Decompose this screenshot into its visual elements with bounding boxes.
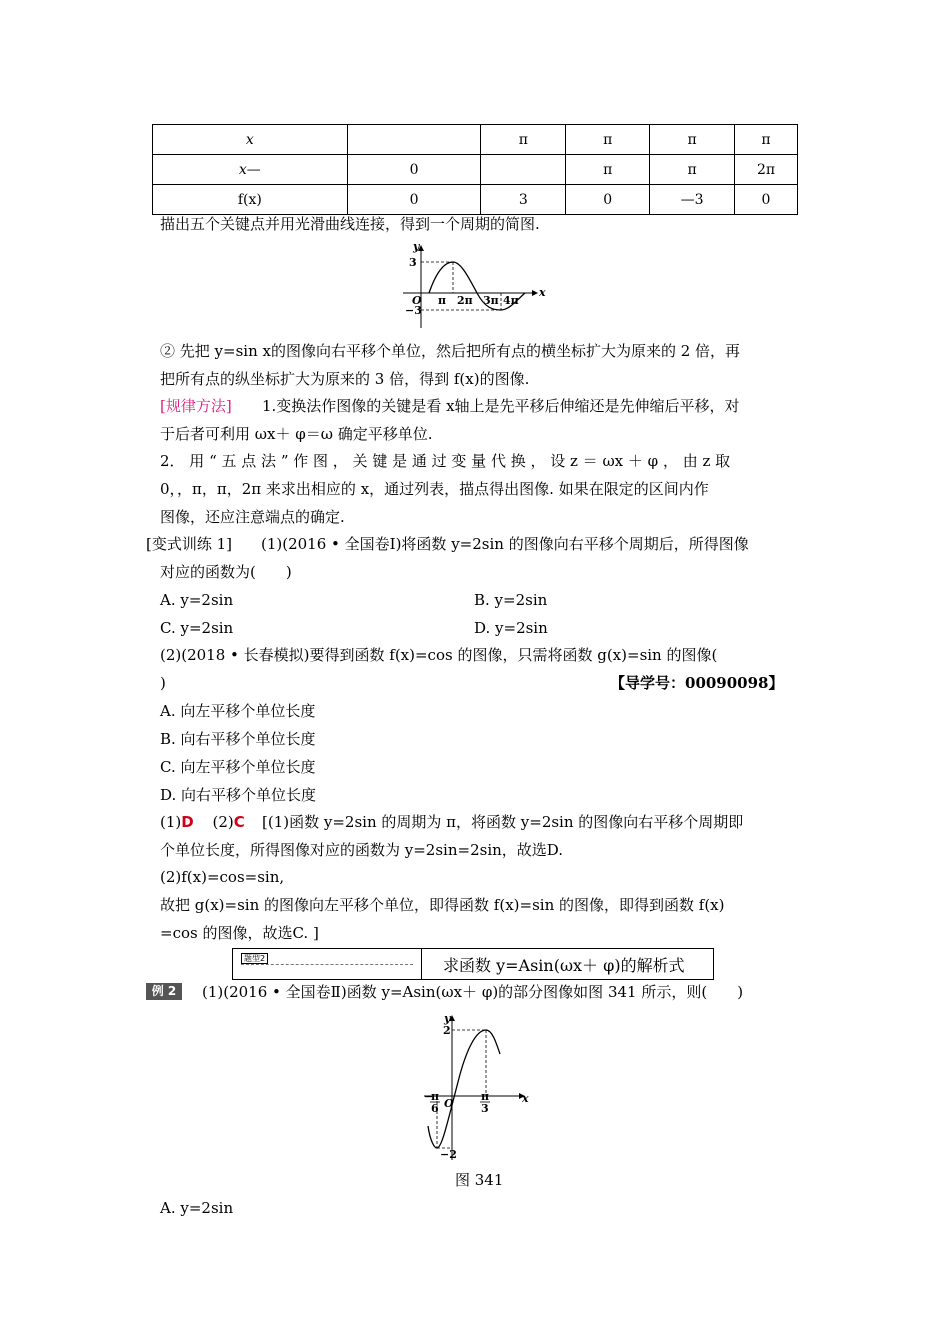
table-cell: f(x) — [153, 185, 348, 215]
option-d: D. 向右平移个单位长度 — [160, 786, 317, 804]
question: (1)(2016 • 全国卷Ⅱ)函数 y=Asin(ωx＋ φ)的部分图像如图 341 所示，则( ) — [202, 983, 744, 1001]
table-cell: 0 — [347, 185, 481, 215]
table-cell: π — [481, 125, 566, 155]
option-a: A. y=2sin — [160, 1199, 234, 1217]
heading-tag-label: 题型2 — [241, 953, 268, 964]
x-pos-numerator: π — [481, 1090, 490, 1103]
option-b: B. 向右平移个单位长度 — [160, 730, 316, 748]
table-cell: 0 — [347, 155, 481, 185]
x-label: x — [539, 286, 546, 299]
table-cell: —3 — [650, 185, 735, 215]
heading-tag — [233, 949, 422, 979]
answer-number: (1) — [160, 813, 182, 831]
sine-graph-2 — [418, 1010, 533, 1162]
solution: =cos 的图像，故选C. ] — [160, 924, 319, 942]
method-label: [规律方法] — [160, 397, 232, 415]
option-b: B. y=2sin — [474, 591, 548, 609]
x-neg-denominator: 6 — [431, 1102, 439, 1115]
value-table — [152, 124, 798, 215]
solution: [(1)函数 y=2sin 的周期为 π，将函数 y=2sin 的图像向右平移个周期即 — [262, 813, 744, 831]
paragraph: 描出五个关键点并用光滑曲线连接，得到一个周期的简图. — [160, 215, 540, 233]
guide-number: 【导学号：00090098】 — [610, 674, 784, 692]
x-label: x — [522, 1092, 529, 1105]
table-row — [153, 155, 798, 185]
question: ) — [160, 674, 166, 692]
tick-label: π — [438, 294, 447, 307]
figure-caption: 图 341 — [455, 1171, 504, 1189]
answer-number: (2) — [212, 813, 234, 831]
y-max-label: 3 — [409, 256, 417, 269]
origin-label: O — [444, 1097, 454, 1110]
question: (1)(2016 • 全国卷Ⅰ)将函数 y=2sin 的图像向右平移个周期后，所得图像 — [261, 535, 749, 553]
solution: 个单位长度，所得图像对应的函数为 y=2sin=2sin，故选D. — [160, 841, 564, 859]
option-d: D. y=2sin — [474, 619, 548, 637]
example-badge: 例 2 — [146, 983, 182, 1000]
table-cell: x — [153, 125, 348, 155]
paragraph: 于后者可利用 ωx＋ φ＝ω 确定平移单位. — [160, 425, 433, 443]
question: (2)(2018 • 长春模拟)要得到函数 f(x)=cos 的图像，只需将函数 g(x)=sin 的图像( — [160, 646, 718, 664]
tick-label: 2π — [457, 294, 473, 307]
heading-title: 求函数 y=Asin(ωx＋ φ)的解析式 — [443, 956, 685, 975]
table-cell: 3 — [481, 185, 566, 215]
sine-curve — [428, 1030, 500, 1148]
answer-2: C — [233, 813, 245, 831]
table-row — [153, 185, 798, 215]
y-label: y — [444, 1012, 451, 1025]
option-a: A. y=2sin — [160, 591, 234, 609]
table-cell: 0 — [735, 185, 798, 215]
y-min-label: −2 — [440, 1148, 457, 1161]
table-cell: π — [566, 155, 650, 185]
tick-label: 4π — [503, 294, 519, 307]
table-cell: π — [735, 125, 798, 155]
option-c: C. y=2sin — [160, 619, 234, 637]
solution: (2)f(x)=cos=sin, — [160, 868, 285, 886]
paragraph: 把所有点的纵坐标扩大为原来的 3 倍，得到 f(x)的图像. — [160, 370, 530, 388]
option-c: C. 向左平移个单位长度 — [160, 758, 316, 776]
question: 对应的函数为( ) — [160, 563, 292, 581]
y-min-label: −3 — [405, 304, 422, 317]
paragraph: ② 先把 y=sin x的图像向右平移个单位，然后把所有点的横坐标扩大为原来的 2 倍，再 — [160, 342, 741, 360]
sine-graph-1 — [395, 240, 550, 332]
table-cell: π — [650, 125, 735, 155]
section-heading — [232, 948, 714, 980]
paragraph: 1.变换法作图像的关键是看 x轴上是先平移后伸缩还是先伸缩后平移，对 — [262, 397, 740, 415]
paragraph: 图像，还应注意端点的确定. — [160, 508, 345, 526]
table-cell — [481, 155, 566, 185]
table-cell: 2π — [735, 155, 798, 185]
solution: 故把 g(x)=sin 的图像向左平移个单位，即得函数 f(x)=sin 的图像，即得到函数 f(x) — [160, 896, 725, 914]
exercise-label: [变式训练 1] — [146, 535, 233, 553]
answer-1: D — [181, 813, 194, 831]
paragraph: 0，，π，π，2π 来求出相应的 x，通过列表，描点得出图像. 如果在限定的区间内作 — [160, 480, 709, 498]
table-cell: 0 — [566, 185, 650, 215]
tick-label: 3π — [483, 294, 499, 307]
paragraph: 2． 用 “ 五 点 法 ” 作 图 ， 关 键 是 通 过 变 量 代 换 ， 设 z ＝ ωx ＋ φ ， 由 z 取 — [160, 452, 731, 470]
table-cell — [347, 125, 481, 155]
neg-sign: − — [424, 1090, 434, 1103]
y-label: y — [413, 240, 420, 253]
x-neg-numerator: π — [431, 1090, 440, 1103]
table-cell: π — [650, 155, 735, 185]
y-max-label: 2 — [443, 1024, 451, 1037]
table-row — [153, 125, 798, 155]
table-cell: x— — [153, 155, 348, 185]
x-pos-denominator: 3 — [481, 1102, 489, 1115]
table-cell: π — [566, 125, 650, 155]
origin-label: O — [412, 294, 422, 307]
option-a: A. 向左平移个单位长度 — [160, 702, 316, 720]
answer-line — [160, 812, 245, 832]
